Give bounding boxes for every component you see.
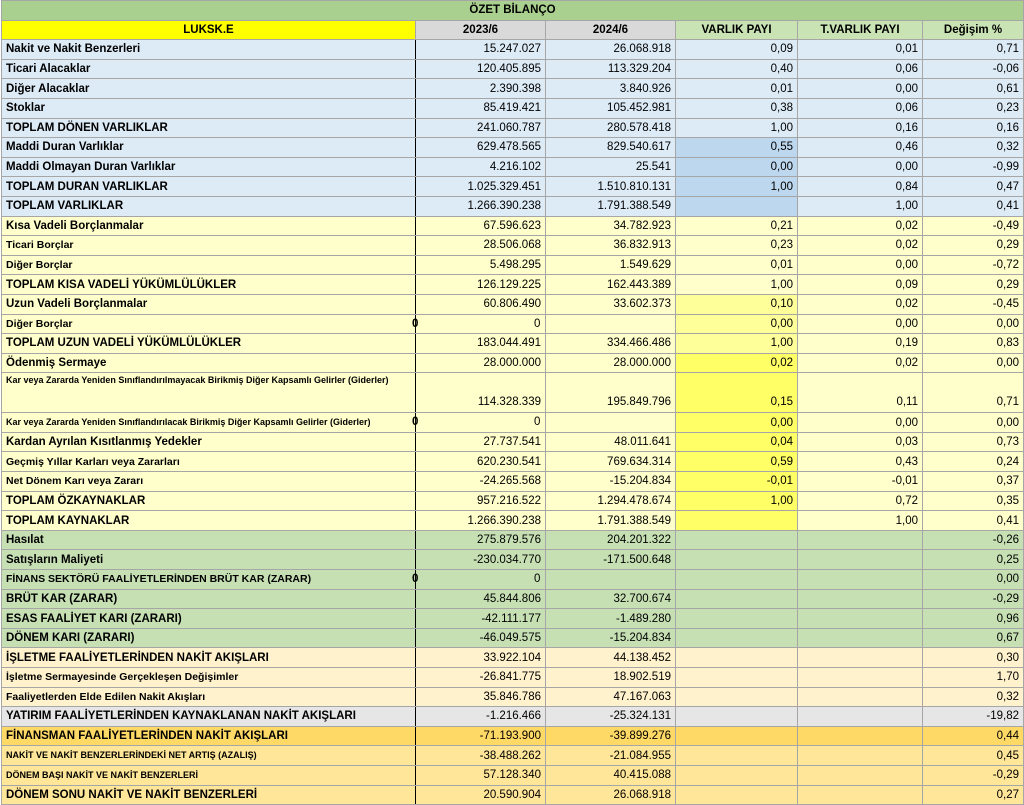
value-2023: -24.265.568 <box>416 472 546 492</box>
value-2023-cell <box>412 314 546 334</box>
value-2024: -39.899.276 <box>546 726 676 746</box>
asset-share: 1,00 <box>676 491 798 511</box>
asset-share: 0,00 <box>676 157 798 177</box>
change-percent: -0,45 <box>923 294 1024 314</box>
total-asset-share: 0,02 <box>798 236 923 256</box>
change-percent: -0,72 <box>923 255 1024 275</box>
change-percent-header: Değişim % <box>923 20 1024 40</box>
row-label: TOPLAM KISA VADELİ YÜKÜMLÜLÜKLER <box>2 275 416 295</box>
change-percent: 0,00 <box>923 353 1024 373</box>
value-2024-cell <box>546 314 676 334</box>
table-row <box>2 765 1024 785</box>
value-2023: 5.498.295 <box>416 255 546 275</box>
total-asset-share: 0,00 <box>798 79 923 99</box>
table-row <box>2 177 1024 197</box>
value-2023: 114.328.339 <box>416 373 546 413</box>
value-2023: 957.216.522 <box>416 491 546 511</box>
change-percent: 0,29 <box>923 236 1024 256</box>
change-percent: 0,27 <box>923 785 1024 805</box>
asset-share: 0,09 <box>676 40 798 60</box>
total-asset-share <box>798 589 923 609</box>
asset-share: 0,23 <box>676 236 798 256</box>
value-2024: 1.294.478.674 <box>546 491 676 511</box>
change-percent: 1,70 <box>923 668 1024 688</box>
row-label: Ticari Borçlar <box>2 236 416 256</box>
value-2023-zero: 0 <box>412 416 419 429</box>
total-asset-share: 0,16 <box>798 118 923 138</box>
value-2024: 48.011.641 <box>546 432 676 452</box>
table-row <box>2 314 1024 334</box>
asset-share: 0,10 <box>676 294 798 314</box>
asset-share: 0,01 <box>676 255 798 275</box>
table-row <box>2 294 1024 314</box>
asset-share <box>676 550 798 570</box>
asset-share <box>676 668 798 688</box>
asset-share <box>676 707 798 727</box>
value-2023: -71.193.900 <box>416 726 546 746</box>
table-row <box>2 570 1024 590</box>
asset-share: 0,02 <box>676 353 798 373</box>
table-row <box>2 472 1024 492</box>
value-2023: 67.596.623 <box>416 216 546 236</box>
total-asset-share: 0,03 <box>798 432 923 452</box>
total-asset-share <box>798 726 923 746</box>
value-2024: -1.489.280 <box>546 609 676 629</box>
change-percent: 0,61 <box>923 79 1024 99</box>
value-2023: 15.247.027 <box>416 40 546 60</box>
value-2024: 1.791.388.549 <box>546 196 676 216</box>
asset-share: -0,01 <box>676 472 798 492</box>
value-2023: 241.060.787 <box>416 118 546 138</box>
total-asset-share <box>798 687 923 707</box>
asset-share: 0,40 <box>676 59 798 79</box>
value-2024: 113.329.204 <box>546 59 676 79</box>
row-label: Diğer Alacaklar <box>2 79 416 99</box>
asset-share: 0,00 <box>676 314 798 334</box>
change-percent: 0,73 <box>923 432 1024 452</box>
change-percent: -0,26 <box>923 530 1024 550</box>
value-2023: 27.737.541 <box>416 432 546 452</box>
total-asset-share <box>798 550 923 570</box>
row-label: Hasılat <box>2 530 416 550</box>
table-row <box>2 236 1024 256</box>
value-2024: 1.549.629 <box>546 255 676 275</box>
row-label: Nakit ve Nakit Benzerleri <box>2 40 416 60</box>
total-asset-share: 0,06 <box>798 59 923 79</box>
total-asset-share: 0,00 <box>798 314 923 334</box>
asset-share <box>676 628 798 648</box>
change-percent: 0,44 <box>923 726 1024 746</box>
asset-share <box>676 687 798 707</box>
row-label: Maddi Duran Varlıklar <box>2 138 416 158</box>
row-label: Ticari Alacaklar <box>2 59 416 79</box>
value-2023-zero: 0 <box>412 317 419 330</box>
change-percent: 0,71 <box>923 373 1024 413</box>
sheet-title: ÖZET BİLANÇO <box>2 1 1024 21</box>
value-2024: 1.791.388.549 <box>546 511 676 531</box>
row-label: TOPLAM UZUN VADELİ YÜKÜMLÜLÜKLER <box>2 334 416 354</box>
table-row <box>2 98 1024 118</box>
asset-share <box>676 648 798 668</box>
value-2024: 3.840.926 <box>546 79 676 99</box>
asset-share <box>676 589 798 609</box>
change-percent: -19,82 <box>923 707 1024 727</box>
row-label: TOPLAM VARLIKLAR <box>2 196 416 216</box>
row-label: Diğer Borçlar <box>2 255 416 275</box>
value-2023: 629.478.565 <box>416 138 546 158</box>
table-row <box>2 491 1024 511</box>
asset-share: 0,21 <box>676 216 798 236</box>
change-percent: -0,99 <box>923 157 1024 177</box>
asset-share: 0,55 <box>676 138 798 158</box>
value-2023: 57.128.340 <box>416 765 546 785</box>
value-2023: 126.129.225 <box>416 275 546 295</box>
row-label: NAKİT VE NAKİT BENZERLERİNDEKİ NET ARTIŞ (AZALIŞ) <box>2 746 416 766</box>
row-label: Stoklar <box>2 98 416 118</box>
change-percent: 0,35 <box>923 491 1024 511</box>
table-row <box>2 609 1024 629</box>
row-label: Faaliyetlerden Elde Edilen Nakit Akışları <box>2 687 416 707</box>
value-2024: -25.324.131 <box>546 707 676 727</box>
value-2023: -46.049.575 <box>416 628 546 648</box>
value-2023: 28.506.068 <box>416 236 546 256</box>
value-2023: 1.025.329.451 <box>416 177 546 197</box>
change-percent: 0,37 <box>923 472 1024 492</box>
asset-share <box>676 785 798 805</box>
table-row <box>2 687 1024 707</box>
change-percent: 0,00 <box>923 314 1024 334</box>
asset-share-header: VARLIK PAYI <box>676 20 798 40</box>
row-label: Kardan Ayrılan Kısıtlanmış Yedekler <box>2 432 416 452</box>
total-asset-share <box>798 570 923 590</box>
table-row <box>2 726 1024 746</box>
total-asset-share <box>798 746 923 766</box>
change-percent: 0,32 <box>923 138 1024 158</box>
total-asset-share <box>798 648 923 668</box>
total-asset-share <box>798 785 923 805</box>
total-asset-share <box>798 530 923 550</box>
table-row <box>2 550 1024 570</box>
change-percent: 0,67 <box>923 628 1024 648</box>
value-2024: 204.201.322 <box>546 530 676 550</box>
table-row <box>2 785 1024 805</box>
value-2024: 829.540.617 <box>546 138 676 158</box>
row-label: TOPLAM DÖNEN VARLIKLAR <box>2 118 416 138</box>
change-percent: -0,29 <box>923 765 1024 785</box>
value-2023: 33.922.104 <box>416 648 546 668</box>
table-row <box>2 79 1024 99</box>
table-row <box>2 452 1024 472</box>
row-label <box>2 314 419 334</box>
row-label-text: Diğer Borçlar <box>6 317 73 330</box>
total-asset-share: 0,19 <box>798 334 923 354</box>
change-percent: 0,47 <box>923 177 1024 197</box>
asset-share: 0,38 <box>676 98 798 118</box>
value-2023: 45.844.806 <box>416 589 546 609</box>
row-label: TOPLAM KAYNAKLAR <box>2 511 416 531</box>
row-label: BRÜT KAR (ZARAR) <box>2 589 416 609</box>
table-row <box>2 668 1024 688</box>
table-row <box>2 118 1024 138</box>
value-2024: 33.602.373 <box>546 294 676 314</box>
table-row <box>2 432 1024 452</box>
change-percent: 0,00 <box>923 570 1024 590</box>
value-2024-cell <box>546 413 676 433</box>
value-2024: 334.466.486 <box>546 334 676 354</box>
row-label: ESAS FAALİYET KARI (ZARARI) <box>2 609 416 629</box>
total-asset-share: 0,02 <box>798 353 923 373</box>
value-2024: 769.634.314 <box>546 452 676 472</box>
change-percent: 0,71 <box>923 40 1024 60</box>
table-row <box>2 255 1024 275</box>
value-2024: 1.510.810.131 <box>546 177 676 197</box>
total-asset-share: 0,84 <box>798 177 923 197</box>
total-asset-share <box>798 609 923 629</box>
row-label: YATIRIM FAALİYETLERİNDEN KAYNAKLANAN NAKİT AKIŞLARI <box>2 707 416 727</box>
row-label: İşletme Sermayesinde Gerçekleşen Değişimler <box>2 668 416 688</box>
asset-share: 1,00 <box>676 334 798 354</box>
table-row <box>2 707 1024 727</box>
value-2023: 620.230.541 <box>416 452 546 472</box>
total-asset-share <box>798 668 923 688</box>
value-2023: -42.111.177 <box>416 609 546 629</box>
value-2023: -26.841.775 <box>416 668 546 688</box>
total-asset-share: 1,00 <box>798 196 923 216</box>
total-asset-share <box>798 707 923 727</box>
change-percent: -0,06 <box>923 59 1024 79</box>
total-asset-share: 0,43 <box>798 452 923 472</box>
value-2023-zero: 0 <box>412 573 419 586</box>
value-2024: -21.084.955 <box>546 746 676 766</box>
asset-share <box>676 196 798 216</box>
year-2024-header: 2024/6 <box>546 20 676 40</box>
row-label: FİNANS SEKTÖRÜ FAALİYETLERİNDEN BRÜT KAR (ZARAR) <box>2 570 416 590</box>
asset-share <box>676 511 798 531</box>
value-2024-cell <box>546 570 676 590</box>
change-percent: 0,23 <box>923 98 1024 118</box>
value-2023: 183.044.491 <box>416 334 546 354</box>
value-2023-cell <box>412 570 546 590</box>
table-row <box>2 59 1024 79</box>
row-label: Satışların Maliyeti <box>2 550 416 570</box>
change-percent: 0,41 <box>923 196 1024 216</box>
change-percent: 0,25 <box>923 550 1024 570</box>
total-asset-share: 0,46 <box>798 138 923 158</box>
change-percent: 0,83 <box>923 334 1024 354</box>
table-row <box>2 511 1024 531</box>
change-percent: 0,24 <box>923 452 1024 472</box>
table-row <box>2 196 1024 216</box>
total-asset-share: 0,72 <box>798 491 923 511</box>
value-2024: 26.068.918 <box>546 785 676 805</box>
ticker-header: LUKSK.E <box>2 20 416 40</box>
row-label: Ödenmiş Sermaye <box>2 353 416 373</box>
value-2024: 18.902.519 <box>546 668 676 688</box>
value-2023: -38.488.262 <box>416 746 546 766</box>
value-2023: 2.390.398 <box>416 79 546 99</box>
change-percent: 0,30 <box>923 648 1024 668</box>
change-percent: 0,41 <box>923 511 1024 531</box>
table-row <box>2 628 1024 648</box>
change-percent: 0,96 <box>923 609 1024 629</box>
total-asset-share: 0,00 <box>798 413 923 433</box>
table-row <box>2 530 1024 550</box>
asset-share: 1,00 <box>676 177 798 197</box>
total-asset-share: 0,11 <box>798 373 923 413</box>
row-label: DÖNEM KARI (ZARARI) <box>2 628 416 648</box>
value-2023: 4.216.102 <box>416 157 546 177</box>
row-label: Kar veya Zararda Yeniden Sınıflandırılmayacak Birikmiş Diğer Kapsamlı Gelirler (Giderler) <box>2 373 416 413</box>
value-2024: 26.068.918 <box>546 40 676 60</box>
table-row <box>2 275 1024 295</box>
value-2024-zero: 0 <box>534 573 541 586</box>
table-row <box>2 373 1024 413</box>
row-label: DÖNEM SONU NAKİT VE NAKİT BENZERLERİ <box>2 785 416 805</box>
change-percent: 0,00 <box>923 413 1024 433</box>
row-label: Net Dönem Karı veya Zararı <box>2 472 416 492</box>
value-2023: 1.266.390.238 <box>416 511 546 531</box>
value-2023: 275.879.576 <box>416 530 546 550</box>
total-asset-share <box>798 628 923 648</box>
table-row <box>2 216 1024 236</box>
asset-share: 1,00 <box>676 118 798 138</box>
value-2024: -15.204.834 <box>546 472 676 492</box>
change-percent: -0,49 <box>923 216 1024 236</box>
asset-share <box>676 746 798 766</box>
year-2023-header: 2023/6 <box>416 20 546 40</box>
total-asset-share <box>798 765 923 785</box>
total-asset-share: 0,00 <box>798 255 923 275</box>
change-percent: 0,29 <box>923 275 1024 295</box>
asset-share: 0,59 <box>676 452 798 472</box>
value-2024: 47.167.063 <box>546 687 676 707</box>
value-2024: 25.541 <box>546 157 676 177</box>
value-2024: 280.578.418 <box>546 118 676 138</box>
total-asset-share: 0,09 <box>798 275 923 295</box>
value-2024-zero: 0 <box>534 317 541 330</box>
table-row <box>2 746 1024 766</box>
value-2024: 40.415.088 <box>546 765 676 785</box>
total-asset-share: 0,06 <box>798 98 923 118</box>
row-label: TOPLAM DURAN VARLIKLAR <box>2 177 416 197</box>
row-label: İŞLETME FAALİYETLERİNDEN NAKİT AKIŞLARI <box>2 648 416 668</box>
asset-share <box>676 570 798 590</box>
row-label: Kar veya Zararda Yeniden Sınıflandırılacak Birikmiş Diğer Kapsamlı Gelirler (Giderler) <box>2 413 416 433</box>
value-2023: 60.806.490 <box>416 294 546 314</box>
change-percent: 0,16 <box>923 118 1024 138</box>
value-2023: 20.590.904 <box>416 785 546 805</box>
value-2024-zero: 0 <box>534 416 541 429</box>
asset-share <box>676 530 798 550</box>
value-2024: 28.000.000 <box>546 353 676 373</box>
table-row <box>2 138 1024 158</box>
row-label: Geçmiş Yıllar Karları veya Zararları <box>2 452 416 472</box>
change-percent: 0,45 <box>923 746 1024 766</box>
row-label: Uzun Vadeli Borçlanmalar <box>2 294 416 314</box>
table-row <box>2 157 1024 177</box>
summary-balance-sheet <box>1 0 1024 805</box>
value-2024: 32.700.674 <box>546 589 676 609</box>
table-row <box>2 589 1024 609</box>
value-2024: 162.443.389 <box>546 275 676 295</box>
table-row <box>2 334 1024 354</box>
table-row <box>2 40 1024 60</box>
asset-share <box>676 609 798 629</box>
total-asset-share: 0,02 <box>798 294 923 314</box>
total-asset-share: 1,00 <box>798 511 923 531</box>
row-label: TOPLAM ÖZKAYNAKLAR <box>2 491 416 511</box>
value-2024: 36.832.913 <box>546 236 676 256</box>
change-percent: 0,32 <box>923 687 1024 707</box>
row-label: DÖNEM BAŞI NAKİT VE NAKİT BENZERLERİ <box>2 765 416 785</box>
value-2024: 195.849.796 <box>546 373 676 413</box>
asset-share: 1,00 <box>676 275 798 295</box>
value-2023: 1.266.390.238 <box>416 196 546 216</box>
row-label: FİNANSMAN FAALİYETLERİNDEN NAKİT AKIŞLARI <box>2 726 416 746</box>
total-asset-share-header: T.VARLIK PAYI <box>798 20 923 40</box>
asset-share <box>676 726 798 746</box>
header-row <box>2 20 1024 40</box>
total-asset-share: 0,00 <box>798 157 923 177</box>
asset-share <box>676 765 798 785</box>
value-2023: 35.846.786 <box>416 687 546 707</box>
change-percent: -0,29 <box>923 589 1024 609</box>
table-row <box>2 413 1024 433</box>
value-2024: 44.138.452 <box>546 648 676 668</box>
value-2023: -230.034.770 <box>416 550 546 570</box>
value-2024: -15.204.834 <box>546 628 676 648</box>
value-2024: 105.452.981 <box>546 98 676 118</box>
total-asset-share: 0,02 <box>798 216 923 236</box>
value-2023: 85.419.421 <box>416 98 546 118</box>
value-2023-cell <box>412 413 546 433</box>
total-asset-share: -0,01 <box>798 472 923 492</box>
value-2023: 120.405.895 <box>416 59 546 79</box>
asset-share: 0,00 <box>676 413 798 433</box>
asset-share: 0,01 <box>676 79 798 99</box>
row-label: Maddi Olmayan Duran Varlıklar <box>2 157 416 177</box>
asset-share: 0,04 <box>676 432 798 452</box>
total-asset-share: 0,01 <box>798 40 923 60</box>
table-row <box>2 648 1024 668</box>
value-2023: -1.216.466 <box>416 707 546 727</box>
asset-share: 0,15 <box>676 373 798 413</box>
value-2024: 34.782.923 <box>546 216 676 236</box>
value-2024: -171.500.648 <box>546 550 676 570</box>
value-2023: 28.000.000 <box>416 353 546 373</box>
row-label: Kısa Vadeli Borçlanmalar <box>2 216 416 236</box>
table-row <box>2 353 1024 373</box>
